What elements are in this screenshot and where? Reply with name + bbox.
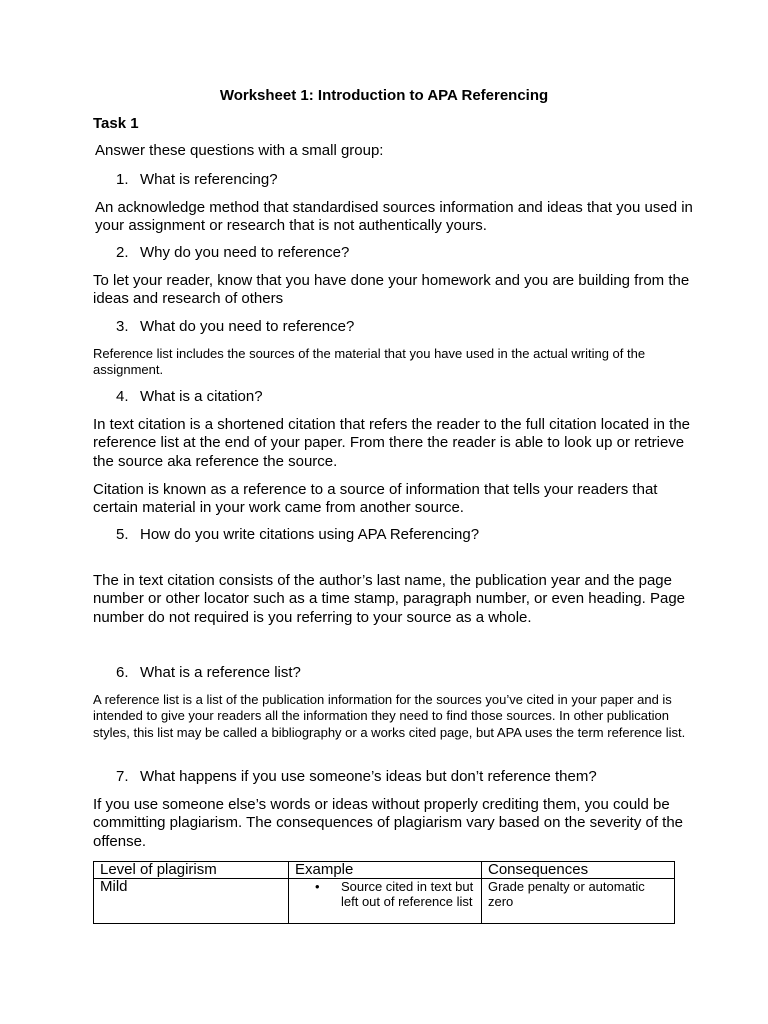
- table-cell-consequence: [482, 879, 675, 924]
- table-cell-level: Mild: [94, 879, 289, 924]
- bullet-list-item: [295, 879, 475, 909]
- table-header-cell: Example: [289, 862, 482, 879]
- question-number: 7.: [116, 768, 129, 785]
- question-number: 2.: [116, 244, 129, 261]
- answer-6: A reference list is a list of the publication information for the sources you’ve cited in your paper and is intended to give your readers all the information they need to find those sources. In other publication styles, this list may be called a bibliography or a works cited page, but APA uses the term reference list.: [93, 692, 686, 740]
- question-6: [116, 663, 301, 683]
- answer-5: The in text citation consists of the author’s last name, the publication year and the page number or other locator such as a time stamp, paragraph number, or even heading. Page number do not required is you referring to your source as a whole.: [93, 572, 686, 626]
- task-heading: Task 1: [93, 115, 139, 132]
- question-3: [116, 317, 354, 337]
- plagiarism-table: [93, 861, 675, 924]
- answer-2: To let your reader, know that you have done your homework and you are building from the ideas and research of others: [93, 272, 690, 308]
- question-text: What do you need to reference?: [140, 318, 355, 335]
- question-text: What is a reference list?: [140, 664, 301, 681]
- question-1: [116, 170, 278, 190]
- question-number: 5.: [116, 526, 129, 543]
- answer-3: Reference list includes the sources of the material that you have used in the actual writing of the assignment.: [93, 346, 646, 378]
- question-text: What is a citation?: [140, 388, 263, 405]
- example-text: Source cited in text but left out of reference list: [341, 879, 474, 909]
- intro-text: Answer these questions with a small group:: [95, 142, 384, 159]
- question-text: What is referencing?: [140, 171, 278, 188]
- question-number: 1.: [116, 171, 129, 188]
- table-header-cell: Consequences: [482, 862, 675, 879]
- consequence-text: Grade penalty or automatic zero: [488, 879, 645, 909]
- question-text: Why do you need to reference?: [140, 244, 350, 261]
- answer-7: If you use someone else’s words or ideas without properly crediting them, you could be committing plagiarism. The consequences of plagiarism vary based on the severity of the offense.: [93, 796, 684, 850]
- worksheet-title: Worksheet 1: Introduction to APA Referencing: [219, 87, 549, 104]
- answer-4-paragraph-1: In text citation is a shortened citation that refers the reader to the full citation located in the reference list at the end of your paper. From there the reader is able to look up or retrieve the source aka reference the source.: [93, 416, 691, 470]
- answer-1: An acknowledge method that standardised sources information and ideas that you used in your assignment or research that is not authentically yours.: [95, 199, 693, 235]
- table-cell-example: [289, 879, 482, 924]
- answer-4-paragraph-2: Citation is known as a reference to a source of information that tells your readers that certain material in your work came from another source.: [93, 481, 658, 517]
- question-number: 4.: [116, 388, 129, 405]
- table-header-row: [94, 862, 675, 879]
- question-number: 3.: [116, 318, 129, 335]
- question-7: [116, 767, 597, 787]
- question-text: How do you write citations using APA Referencing?: [140, 526, 480, 543]
- table-header-cell: Level of plagirism: [94, 862, 289, 879]
- table-row: [94, 879, 675, 924]
- question-text: What happens if you use someone’s ideas but don’t reference them?: [140, 768, 597, 785]
- question-number: 6.: [116, 664, 129, 681]
- bullet-icon: •: [315, 879, 320, 894]
- question-2: [116, 243, 349, 263]
- question-4: [116, 387, 263, 407]
- question-5: [116, 525, 479, 545]
